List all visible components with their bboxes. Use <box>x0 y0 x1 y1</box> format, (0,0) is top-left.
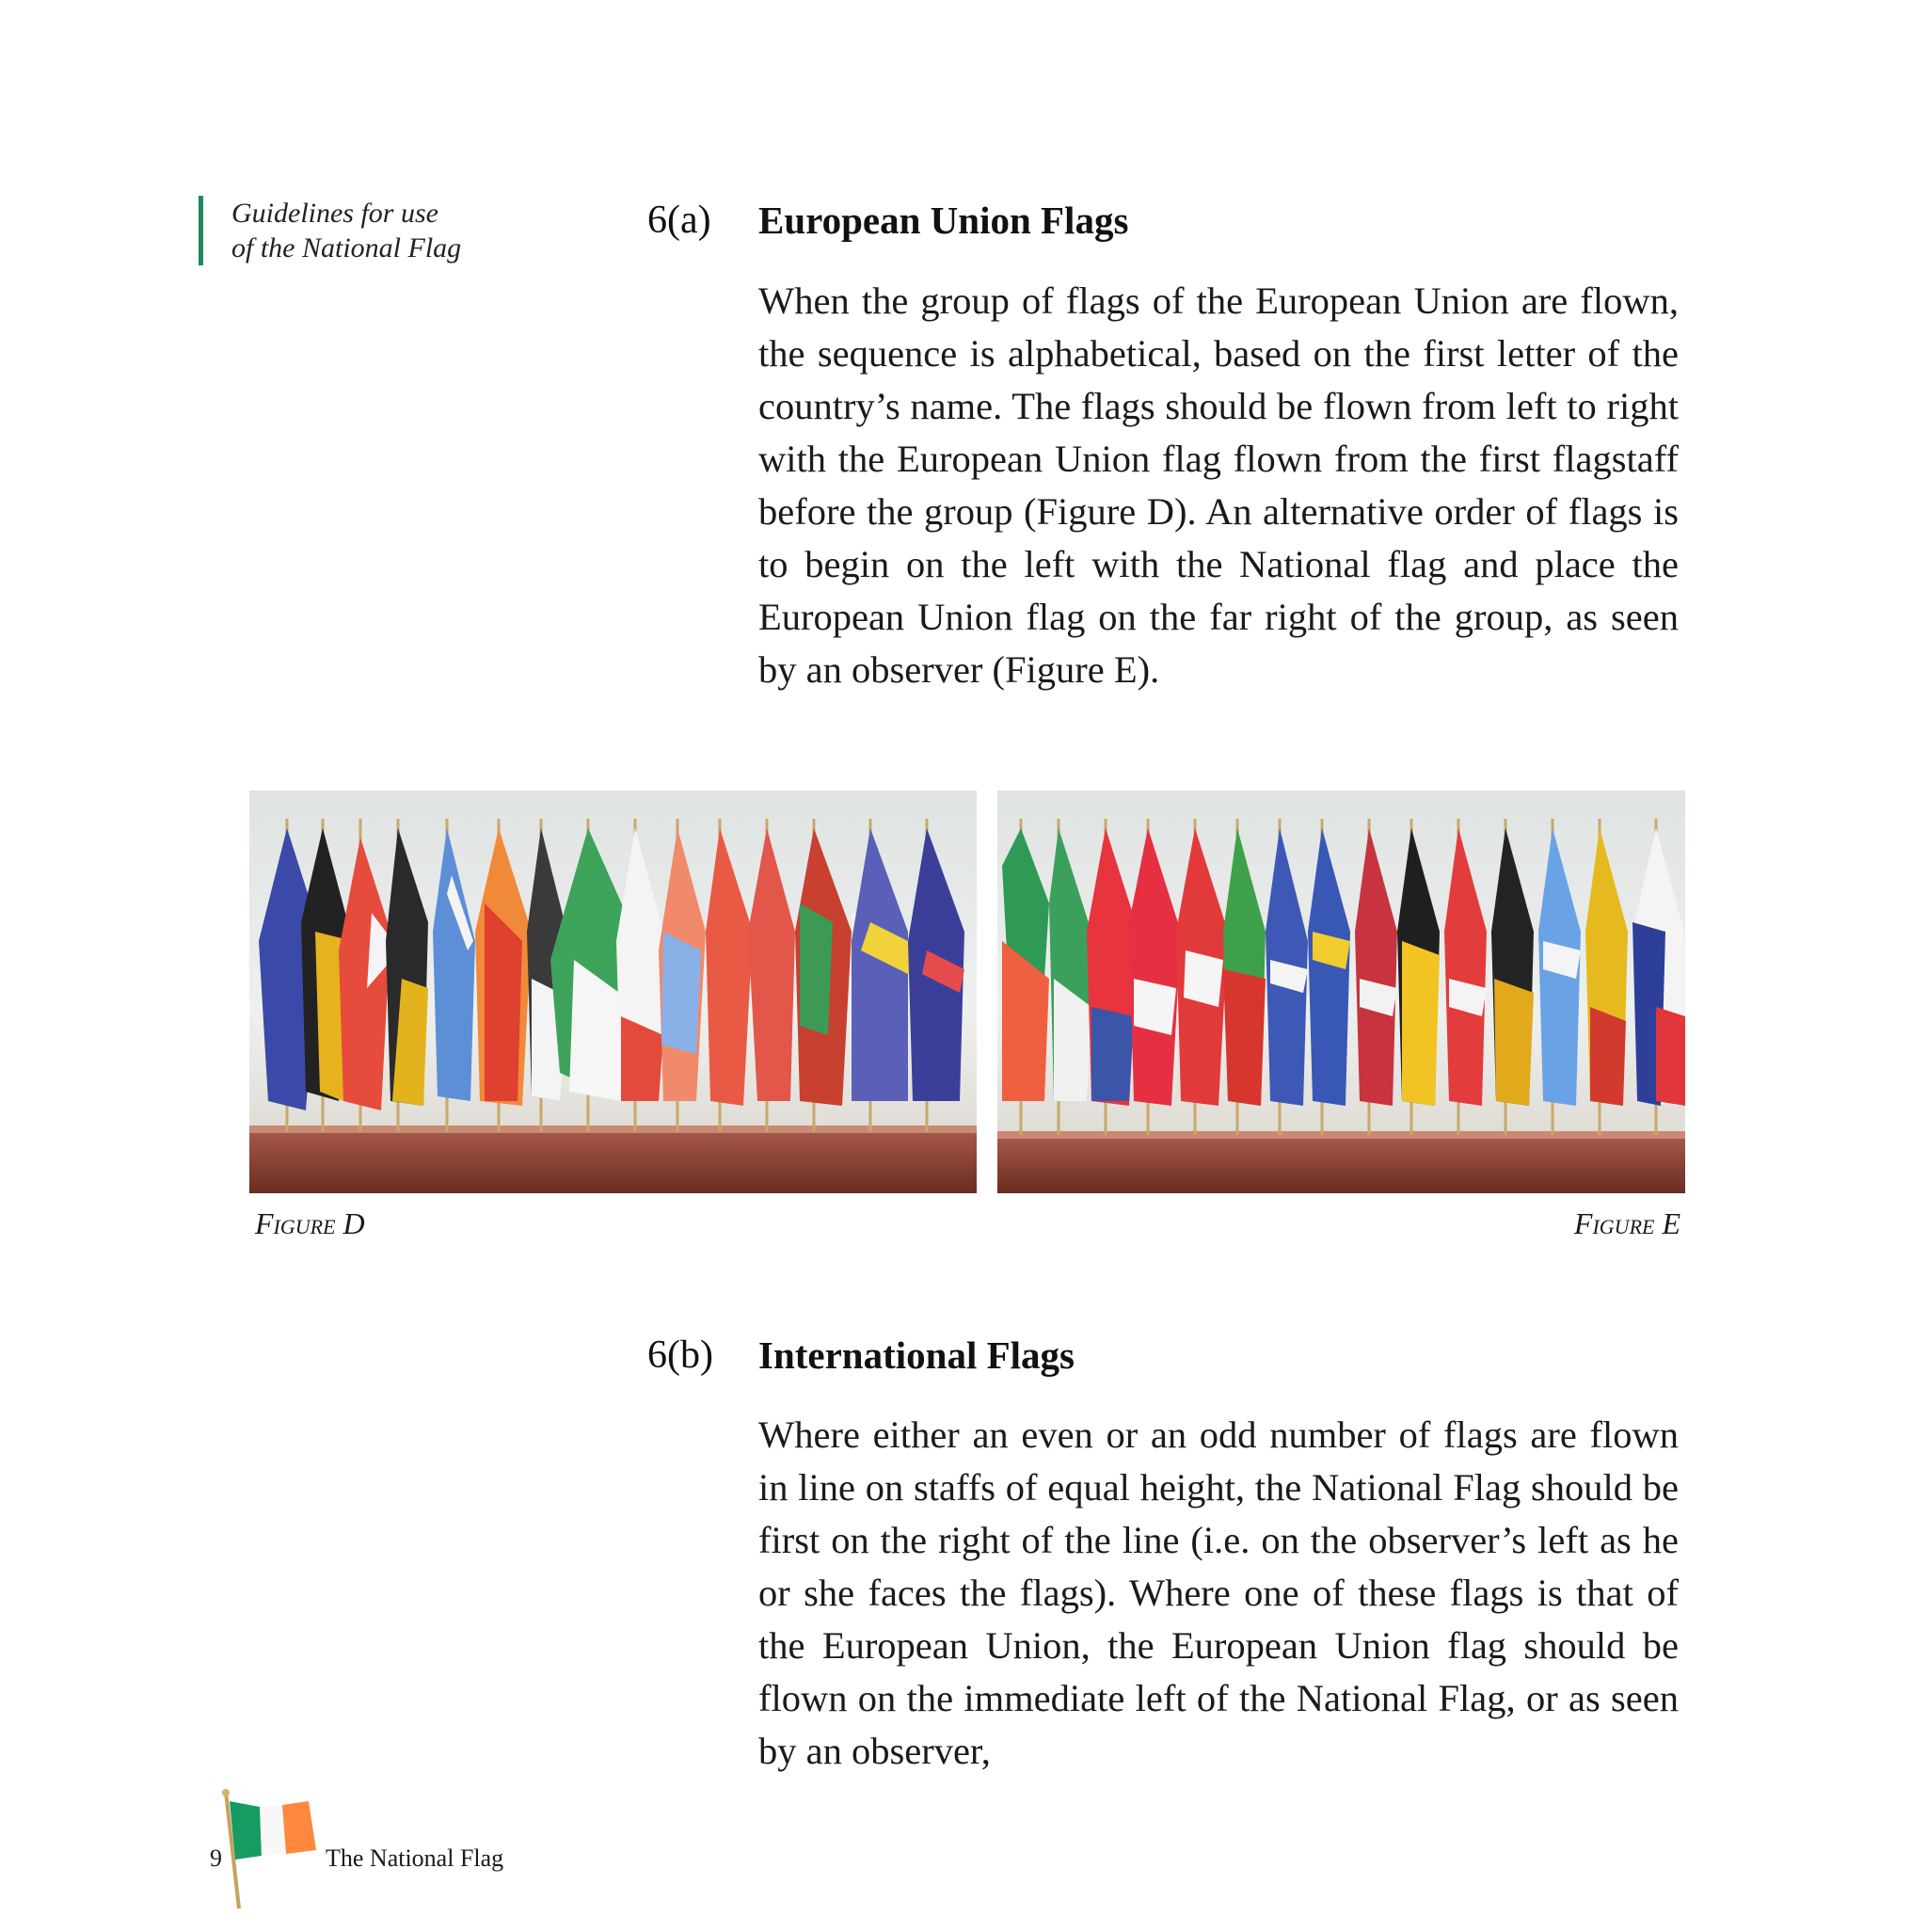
figure-e-flags-illustration <box>997 790 1685 1193</box>
section-b-number: 6(b) <box>647 1333 713 1377</box>
figure-d-photo <box>249 790 977 1193</box>
figure-e-caption: Figure E <box>1573 1206 1680 1240</box>
figure-d-flag-cloths <box>259 828 964 1110</box>
figure-e-flag-cloths <box>1002 828 1685 1106</box>
running-head <box>199 196 461 265</box>
figure-e-photo <box>997 790 1685 1193</box>
page-footer <box>205 1788 544 1910</box>
section-a-body: When the group of flags of the European Union are flown, the sequence is alphabetical, based on the first letter of the country’s name. The flags should be flown from left to right with the European Union flag flown from the first flagstaff before the group (Figure D). An alternative order of flags is to begin on the left with the National flag and place the European Union flag on the far right of the group, as seen by an observer (Figure E). <box>758 279 1679 691</box>
figure-d-caption: Figure D <box>255 1206 365 1240</box>
section-b-title: International Flags <box>758 1333 1075 1377</box>
figure-d-flags-illustration <box>249 790 977 1193</box>
irish-flag-icon <box>215 1788 318 1910</box>
footer-title: The National Flag <box>326 1844 504 1872</box>
section-a-title: European Union Flags <box>758 199 1129 242</box>
page-number: 9 <box>210 1844 222 1872</box>
running-head-line-2: of the National Flag <box>231 232 462 263</box>
section-b-body: Where either an even or an odd number of flags are flown in line on staffs of equal height, the National Flag should be first on the right of the line (i.e. on the observer’s left as he or she faces the flags). Where one of these flags is that of the European Union, the European Union flag should be flown on the immediate left of the National Flag, or as seen by an observer, <box>758 1413 1679 1772</box>
section-a-number: 6(a) <box>647 199 711 242</box>
running-head-line-1: Guidelines for use <box>231 198 438 229</box>
